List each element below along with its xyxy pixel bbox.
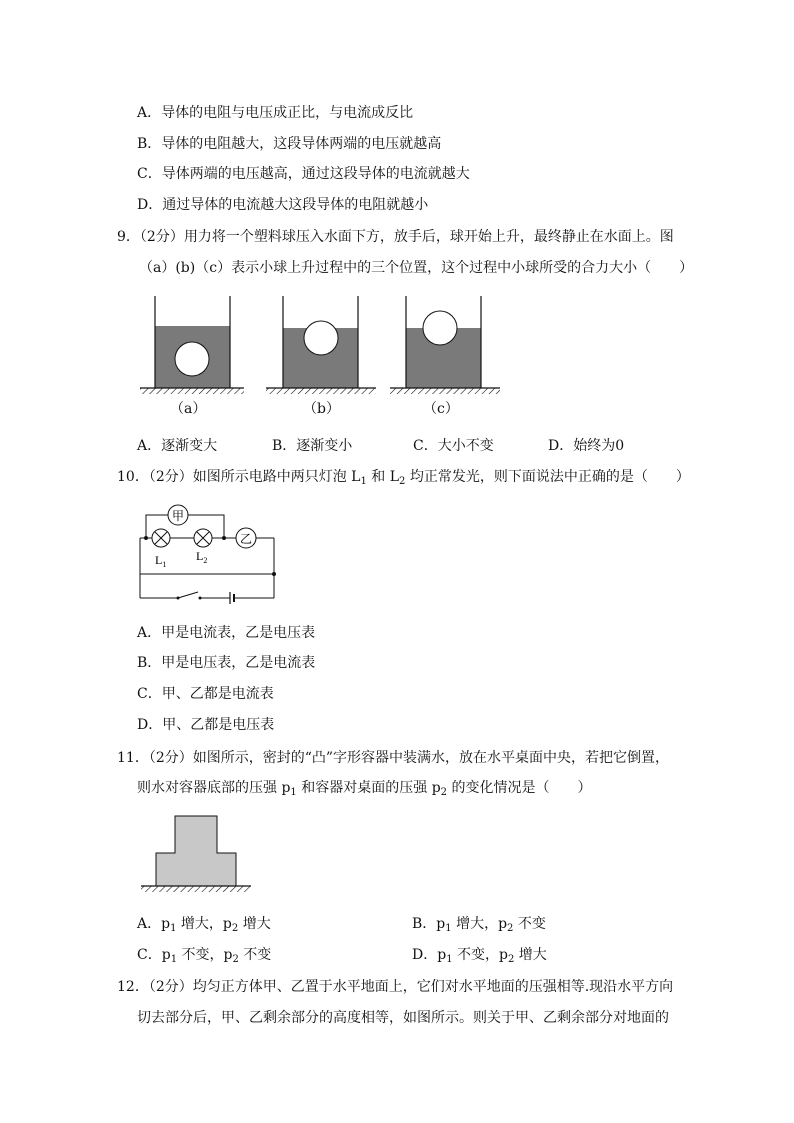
q9-option-a: A．逐渐变大 xyxy=(137,438,218,454)
container-a xyxy=(140,296,244,394)
q8-option-c: C．导体两端的电压越高，通过这段导体的电流就越大 xyxy=(137,166,470,182)
switch-contact xyxy=(199,597,202,600)
switch-pivot xyxy=(177,597,180,600)
q9-option-d: D．始终为0 xyxy=(548,438,625,454)
junction-dot xyxy=(272,572,276,576)
q11-option-c: C．$p_1$ 不变，$p_2$ 不变 xyxy=(137,947,272,965)
ball-b xyxy=(304,321,338,355)
lamp-l2-label: $L_2$ xyxy=(196,549,208,565)
q10-stem xyxy=(117,467,690,487)
q9-option-c: C．大小不变 xyxy=(413,438,494,454)
q12-stem-line2: 切去部分后，甲、乙剩余部分的高度相等，如图所示。则关于甲、乙剩余部分对地面的 xyxy=(137,1010,669,1026)
q12-stem-line1: 12．（2分）均匀正方体甲、乙置于水平地面上，它们对水平地面的压强相等.现沿水平方向 xyxy=(117,979,674,995)
q10-option-a: A．甲是电流表，乙是电压表 xyxy=(137,625,316,641)
q10-circuit-diagram xyxy=(136,498,286,606)
meter-jia xyxy=(168,505,188,525)
q9-figure-ball-positions xyxy=(138,292,518,404)
q11-line2-pre: 则水对容器底部的压强 p xyxy=(137,780,291,796)
q8-option-a: A．导体的电阻与电压成正比，与电流成反比 xyxy=(137,105,414,121)
q10-stem-mid: 和 L xyxy=(366,469,400,485)
q9-stem-line1: 9．（2分）用力将一个塑料球压入水面下方，放手后，球开始上升，最终静止在水面上。图 xyxy=(117,229,674,245)
q11-line2-mid: 和容器对桌面的压强 p xyxy=(296,780,441,796)
q11-line2-post: 的变化情况是（ ） xyxy=(447,780,592,796)
q9-stem-line2: （a）(b)（c）表示小球上升过程中的三个位置，这个过程中小球所受的合力大小（ ） xyxy=(139,260,694,276)
q9-label-c: （c） xyxy=(423,401,459,417)
q9-label-a: （a） xyxy=(170,401,207,417)
q11-line2-sub1: 1 xyxy=(290,787,297,798)
lamp-l1-label: $L_1$ xyxy=(155,553,167,569)
convex-container xyxy=(156,816,236,886)
container-b xyxy=(266,296,376,394)
q10-stem-pre: 10．（2分）如图所示电路中两只灯泡 L xyxy=(117,469,361,485)
q9-option-b: B．逐渐变小 xyxy=(272,438,353,454)
q10-option-d: D．甲、乙都是电压表 xyxy=(137,717,275,733)
q10-stem-post: 均正常发光，则下面说法中正确的是（ ） xyxy=(405,469,690,485)
q11-convex-container-figure xyxy=(140,812,252,896)
lamp-l2-icon xyxy=(194,529,212,547)
q9-label-b: （b） xyxy=(303,401,340,417)
q11-option-b: B．$p_1$ 增大，$p_2$ 不变 xyxy=(412,916,546,934)
meter-yi xyxy=(236,528,256,548)
junction-dot xyxy=(144,536,148,540)
meter-yi-label: 乙 xyxy=(239,532,253,546)
ball-a xyxy=(175,342,209,376)
lamp-l1-icon xyxy=(152,529,170,547)
q11-line2-sub2: 2 xyxy=(440,787,448,798)
meter-jia-label: 甲 xyxy=(171,509,185,523)
ball-c xyxy=(423,311,457,345)
q11-option-a: A．$p_1$ 增大，$p_2$ 增大 xyxy=(137,916,271,934)
q10-sub2: 2 xyxy=(399,476,406,487)
q10-option-b: B．甲是电压表，乙是电流表 xyxy=(137,655,316,671)
q8-option-d: D．通过导体的电流越大这段导体的电阻就越小 xyxy=(137,197,429,213)
q10-sub1: 1 xyxy=(360,476,367,487)
q11-stem-line1: 11．（2分）如图所示，密封的“凸”字形容器中装满水，放在水平桌面中央，若把它倒置， xyxy=(117,750,670,766)
q8-option-b: B．导体的电阻越大，这段导体两端的电压就越高 xyxy=(137,136,442,152)
q10-option-c: C．甲、乙都是电流表 xyxy=(137,686,274,702)
q11-stem-line2 xyxy=(137,778,592,798)
q11-option-d: D．$p_1$ 不变，$p_2$ 增大 xyxy=(412,947,547,965)
container-c xyxy=(390,296,500,394)
junction-dot xyxy=(222,536,226,540)
